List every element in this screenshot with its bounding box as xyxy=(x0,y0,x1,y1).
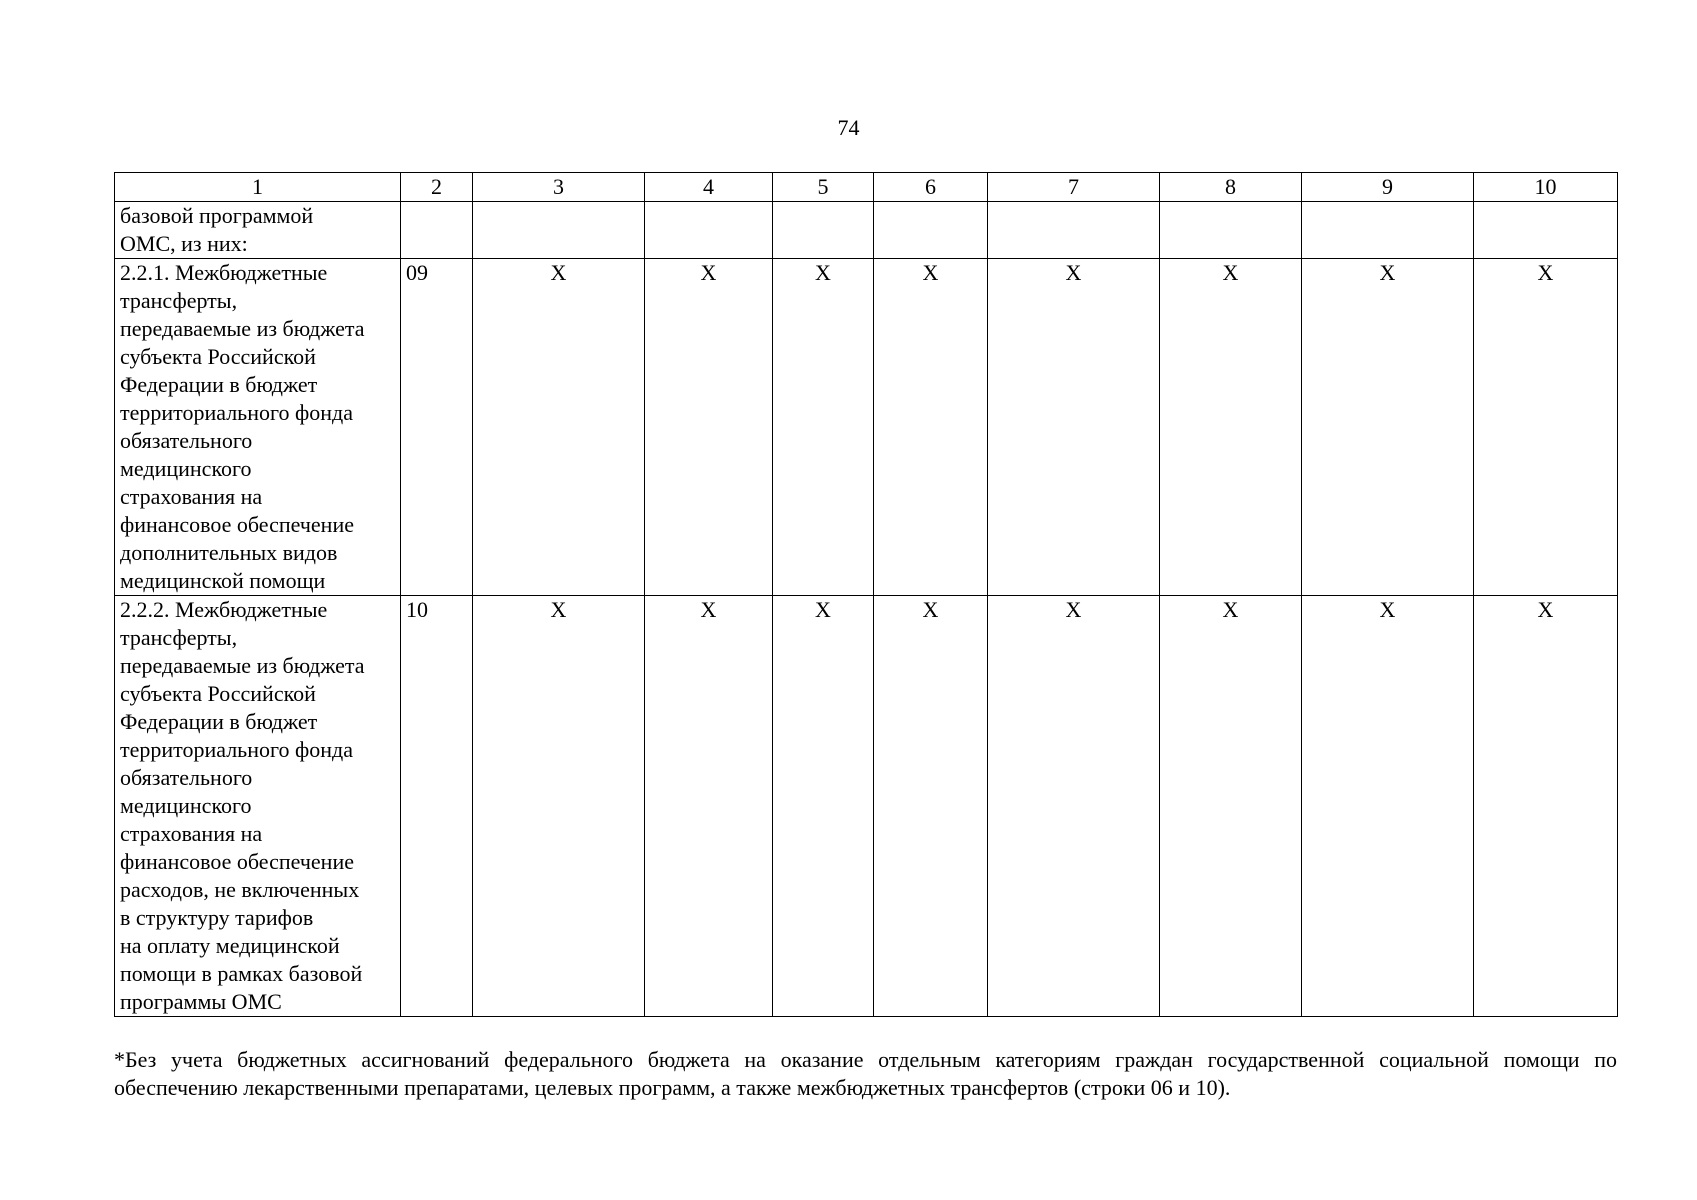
column-header: 6 xyxy=(874,173,988,202)
table-cell: Х xyxy=(645,259,773,596)
row-code xyxy=(401,202,473,259)
table-row xyxy=(115,596,1618,1017)
table-cell xyxy=(645,202,773,259)
table-cell: Х xyxy=(1302,259,1474,596)
column-header: 4 xyxy=(645,173,773,202)
table-cell: Х xyxy=(773,596,874,1017)
page-number: 74 xyxy=(837,115,860,140)
table-cell: Х xyxy=(874,596,988,1017)
column-header: 9 xyxy=(1302,173,1474,202)
row-code: 09 xyxy=(401,259,473,596)
row-name: 2.2.2. Межбюджетные трансферты, передаваемые из бюджета субъекта Российской Федерации в бюджет территориального фонда обязательного медицинского страхования на финансовое обеспечение расходов, не включенных в структуру тарифов на оплату медицинской помощи в рамках базовой программы ОМС xyxy=(115,596,401,1017)
table-cell xyxy=(1302,202,1474,259)
footnote: *Без учета бюджетных ассигнований федерального бюджета на оказание отдельным категориям граждан государственной социальной помощи по обеспечению лекарственными препаратами, целевых программ, а также межбюджетных трансфертов (строки 06 и 10). xyxy=(114,1047,1617,1100)
table-cell xyxy=(988,202,1160,259)
row-code: 10 xyxy=(401,596,473,1017)
table-cell: Х xyxy=(988,596,1160,1017)
row-name: базовой программой ОМС, из них: xyxy=(115,202,401,259)
column-header: 7 xyxy=(988,173,1160,202)
table-cell xyxy=(1160,202,1302,259)
column-header: 3 xyxy=(473,173,645,202)
row-name: 2.2.1. Межбюджетные трансферты, передаваемые из бюджета субъекта Российской Федерации в бюджет территориального фонда обязательного медицинского страхования на финансовое обеспечение дополнительных видов медицинской помощи xyxy=(115,259,401,596)
table-cell: Х xyxy=(645,596,773,1017)
table-row xyxy=(115,202,1618,259)
table-cell: Х xyxy=(1474,596,1618,1017)
table-cell xyxy=(473,202,645,259)
table-cell xyxy=(1474,202,1618,259)
column-header: 8 xyxy=(1160,173,1302,202)
table-cell: Х xyxy=(473,259,645,596)
column-header: 2 xyxy=(401,173,473,202)
column-header: 10 xyxy=(1474,173,1618,202)
table-cell: Х xyxy=(1302,596,1474,1017)
table-cell xyxy=(874,202,988,259)
table-cell: Х xyxy=(1160,259,1302,596)
table-row xyxy=(115,259,1618,596)
column-header: 5 xyxy=(773,173,874,202)
table-cell: Х xyxy=(773,259,874,596)
table-cell: Х xyxy=(1160,596,1302,1017)
table-cell: Х xyxy=(473,596,645,1017)
header-row xyxy=(115,173,1618,202)
table-cell: Х xyxy=(874,259,988,596)
table-cell xyxy=(773,202,874,259)
data-table xyxy=(114,172,1618,1017)
column-header: 1 xyxy=(115,173,401,202)
table-cell: Х xyxy=(988,259,1160,596)
table-cell: Х xyxy=(1474,259,1618,596)
